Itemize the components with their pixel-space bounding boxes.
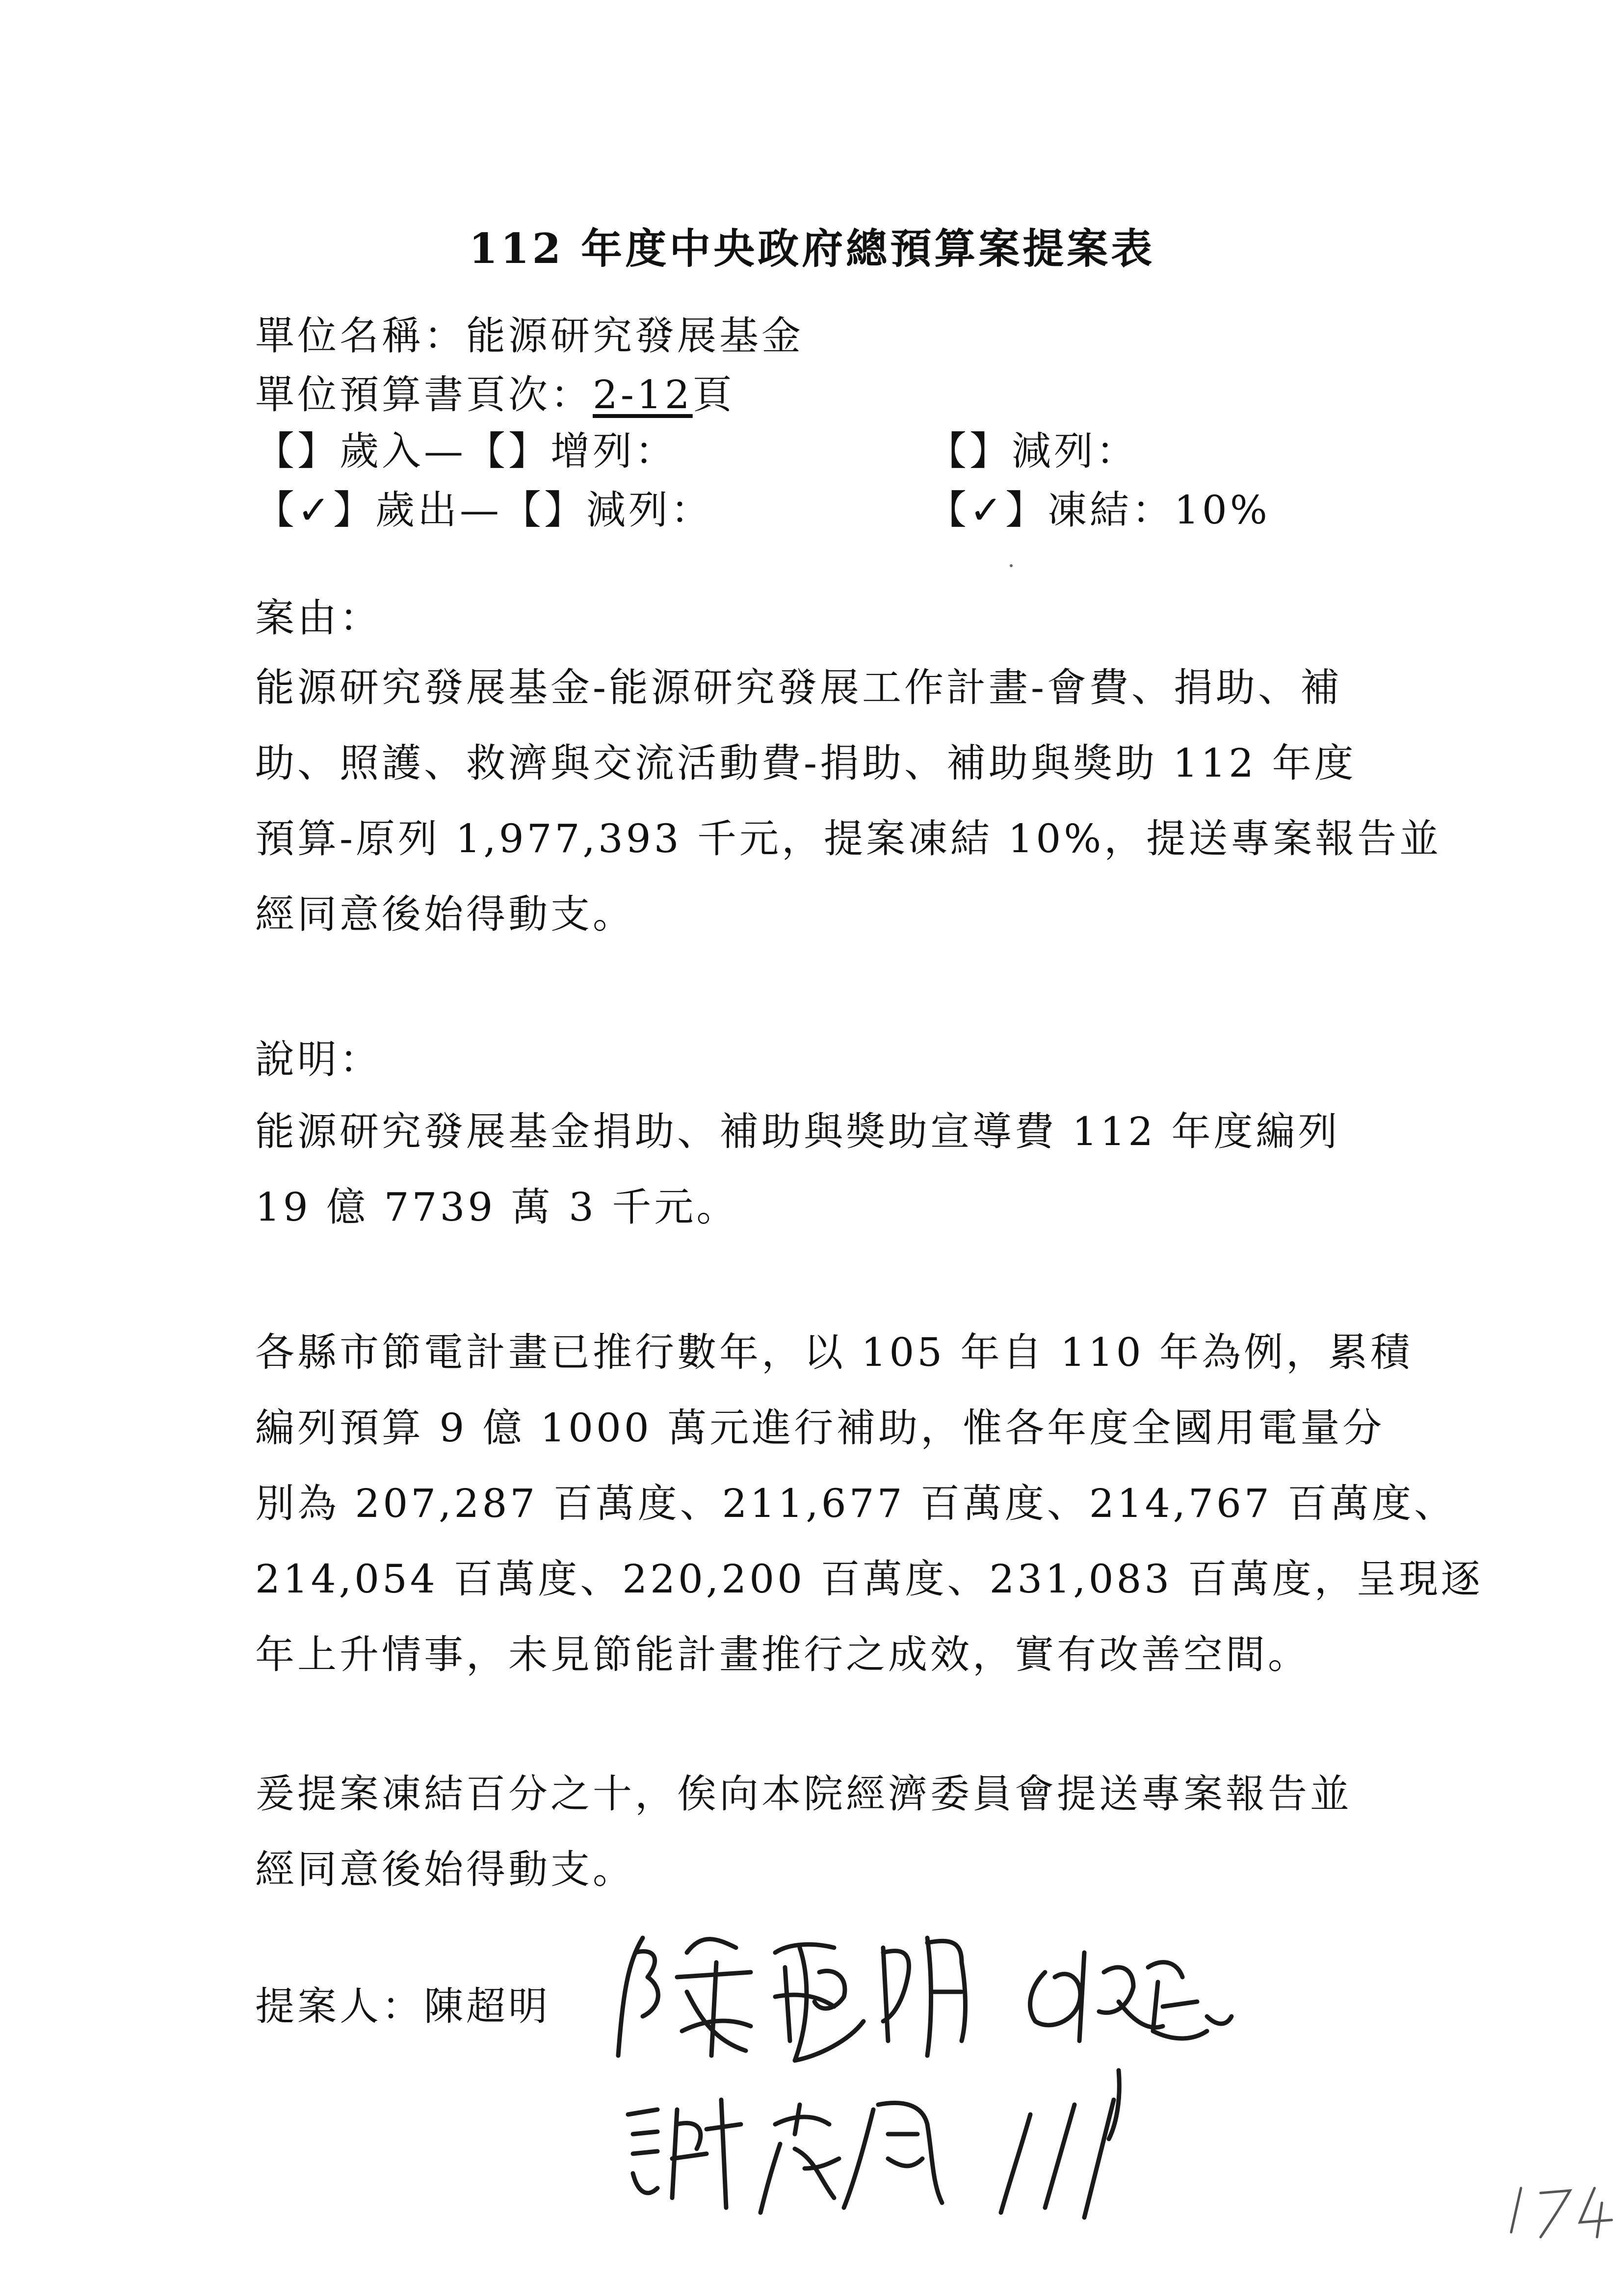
revenue-decrease-option: 【】減列： — [927, 428, 1138, 474]
signature-2 — [1030, 1953, 1231, 2041]
expenditure-option-text: 】歲出—【】減列： — [333, 487, 713, 533]
budget-page-label: 單位預算書頁次： — [255, 372, 593, 417]
freeze-option-row — [927, 478, 1270, 535]
signature-strokes — [1001, 2070, 1119, 2218]
explanation-paragraph-3 — [255, 1756, 1408, 1907]
handwritten-signatures — [589, 1894, 1423, 2262]
proposer-name: 陳超明 — [424, 1983, 550, 2029]
proposer-row — [255, 1975, 550, 2031]
revenue-option-row: 【】歲入—【】增列： — [255, 428, 677, 474]
scan-speck — [1010, 564, 1013, 567]
budget-page-value: 2-12 — [593, 372, 693, 417]
paragraph-line: 能源研究發展基金-能源研究發展工作計畫-會費、捐助、補 — [255, 665, 1343, 710]
checkmark-icon: ✓ — [969, 487, 1006, 533]
unit-name-label: 單位名稱： — [255, 313, 466, 359]
signature-1 — [618, 1938, 966, 2061]
paragraph-line: 年上升情事，未見節能計畫推行之成效，實有改善空間。 — [255, 1632, 1310, 1677]
paragraph-line: 經同意後始得動支。 — [255, 891, 635, 937]
reason-heading: 案由： — [255, 595, 382, 641]
paragraph-line: 編列預算 9 億 1000 萬元進行補助，惟各年度全國用電量分 — [255, 1405, 1385, 1451]
budget-page-suffix: 頁 — [692, 372, 735, 417]
expenditure-option-row — [255, 478, 713, 535]
budget-page-row — [255, 363, 735, 419]
explanation-paragraph-1 — [255, 1094, 1408, 1245]
bracket-open: 【 — [927, 487, 969, 533]
explanation-paragraph-2 — [255, 1315, 1483, 1693]
handwritten-page-number — [1501, 2168, 1619, 2247]
explanation-heading: 說明： — [255, 1037, 382, 1082]
paragraph-line: 別為 207,287 百萬度、211,677 百萬度、214,767 百萬度、 — [255, 1481, 1457, 1526]
bracket-open: 【 — [255, 487, 297, 533]
page-title: 112 年度中央政府總預算案提案表 — [469, 224, 1155, 273]
paragraph-line: 經同意後始得動支。 — [255, 1847, 635, 1892]
proposer-label: 提案人： — [255, 1983, 424, 2029]
unit-name-value: 能源研究發展基金 — [466, 313, 804, 359]
unit-name-row — [255, 304, 804, 361]
paragraph-line: 助、照護、救濟與交流活動費-捐助、補助與獎助 112 年度 — [255, 740, 1357, 786]
paragraph-line: 各縣市節電計畫已推行數年，以 105 年自 110 年為例，累積 — [255, 1330, 1413, 1375]
paragraph-line: 能源研究發展基金捐助、補助與獎助宣導費 112 年度編列 — [255, 1109, 1340, 1154]
paragraph-line: 19 億 7739 萬 3 千元。 — [255, 1184, 739, 1230]
checkmark-icon: ✓ — [297, 487, 334, 533]
signature-3 — [628, 2100, 942, 2213]
paragraph-line: 預算-原列 1,977,393 千元，提案凍結 10%，提送專案報告並 — [255, 816, 1442, 861]
freeze-option-text: 】凍結：10% — [1005, 487, 1270, 533]
reason-paragraph — [255, 650, 1442, 952]
paragraph-line: 214,054 百萬度、220,200 百萬度、231,083 百萬度，呈現逐 — [255, 1556, 1483, 1602]
paragraph-line: 爰提案凍結百分之十，俟向本院經濟委員會提送專案報告並 — [255, 1771, 1352, 1817]
